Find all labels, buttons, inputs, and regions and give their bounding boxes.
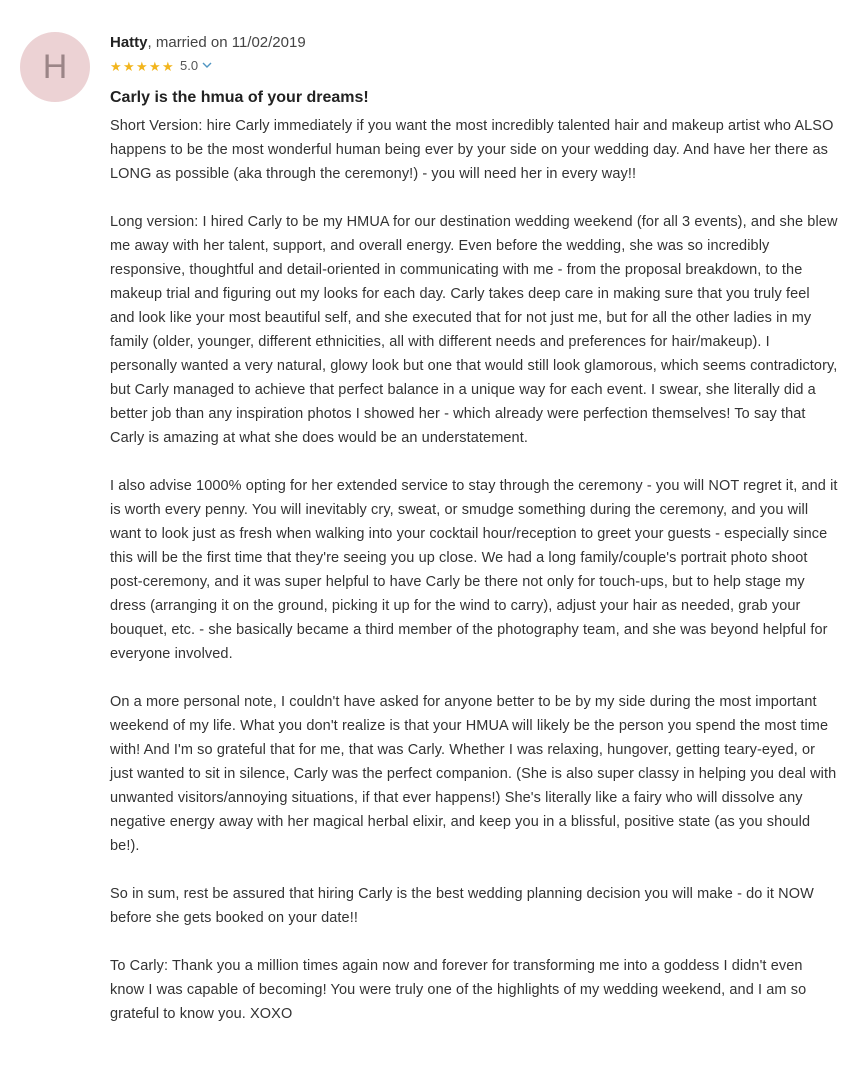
reviewer-meta [110, 32, 838, 54]
reviewer-name: Hatty [110, 34, 148, 51]
review-paragraph: To Carly: Thank you a million times again now and forever for transforming me into a goddess I didn't even know I was capable of becoming! You were truly one of the highlights of my wedding weekend, and I am so grateful to know you. XOXO [110, 958, 807, 1022]
rating-row[interactable] [110, 57, 838, 75]
avatar-initial: H [42, 48, 68, 86]
review-paragraph: Short Version: hire Carly immediately if you want the most incredibly talented hair and makeup artist who ALSO happens to be the most wonderful human being ever by your side on your wedding day. And have her there as LONG as possible (aka through the ceremony!) - you will need her in every way!! [110, 118, 834, 182]
star-icon: ★ [110, 58, 122, 74]
star-icon: ★ [162, 58, 174, 74]
avatar [20, 32, 90, 102]
review-paragraph: I also advise 1000% opting for her extended service to stay through the ceremony - you will NOT regret it, and it is worth every penny. You will inevitably cry, sweat, or smudge something during the ceremony, and you will want to look just as fresh when walking into your cocktail hour/reception to greet your guests - especially since this will be the first time that they're seeing you up close. We had a long family/couple's portrait photo shoot post-ceremony, and it was super helpful to have Carly be there not only for touch-ups, but to help stage my dress (arranging it on the ground, picking it up for the wind to carry), adjust your hair as needed, grab your bouquet, etc. - she basically became a third member of the photography team, and she was beyond helpful for everyone involved. [110, 478, 838, 662]
review-paragraph: Long version: I hired Carly to be my HMUA for our destination wedding weekend (for all 3 events), and she blew me away with her talent, support, and overall energy. Even before the wedding, she was so incredibly responsive, thoughtful and detail-oriented in communicating with me - from the proposal breakdown, to the makeup trial and figuring out my looks for each day. Carly takes deep care in making sure that you truly feel and look like your most beautiful self, and she executed that for not just me, but for all the other ladies in my family (older, younger, different ethnicities, all with different needs and preferences for hair/makeup). I personally wanted a very natural, glowy look but one that would still look glamorous, which seems contradictory, but Carly managed to achieve that perfect balance in a unique way for each event. I swear, she literally did a better job than any inspiration photos I showed her - which already were perfection themselves! To say that Carly is amazing at what she does would be an understatement. [110, 214, 838, 446]
married-date: , married on 11/02/2019 [147, 34, 306, 51]
rating-value: 5.0 [180, 58, 199, 73]
star-icon: ★ [136, 58, 148, 74]
review-paragraph: So in sum, rest be assured that hiring Carly is the best wedding planning decision you will make - do it NOW before she gets booked on your date!! [110, 886, 814, 926]
review-title: Carly is the hmua of your dreams! [110, 89, 369, 106]
review-content [110, 32, 838, 1050]
star-rating [110, 60, 175, 73]
star-icon: ★ [149, 58, 161, 74]
chevron-down-icon[interactable] [202, 60, 212, 70]
review-paragraph: On a more personal note, I couldn't have asked for anyone better to be by my side during the most important weekend of my life. What you don't realize is that your HMUA will likely be the person you spend the most time with! And I'm so grateful that for me, that was Carly. Whether I was relaxing, hungover, getting teary-eyed, or just wanted to sit in silence, Carly was the perfect companion. (She is also super classy in helping you deal with unwanted visitors/annoying situations, if that ever happens!) She's literally like a fairy who will dissolve any negative energy away with her magical herbal elixir, and keep you in a blissful, positive state (as you should be!). [110, 694, 837, 854]
star-icon: ★ [123, 58, 135, 74]
